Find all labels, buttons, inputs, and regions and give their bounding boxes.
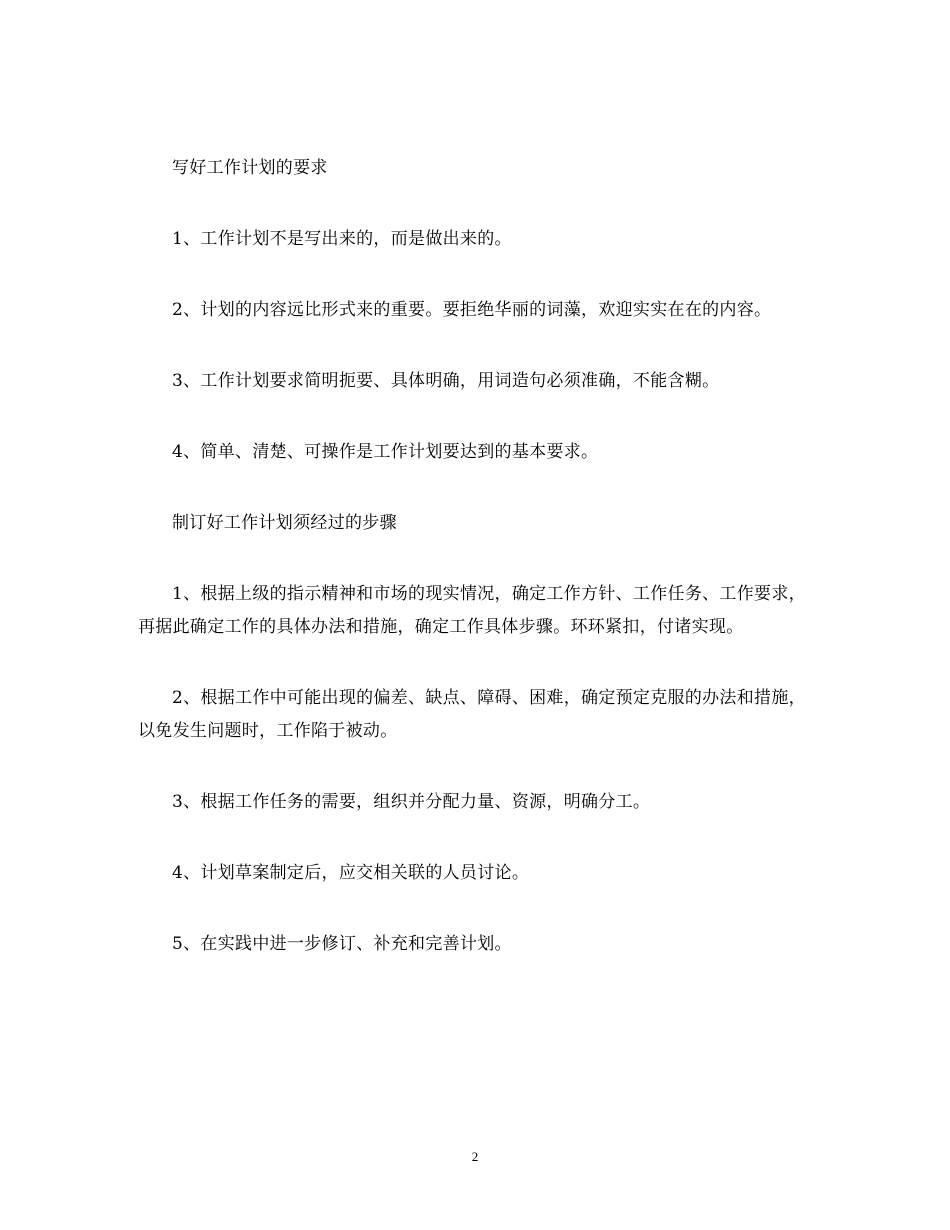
step-item-5: 5、在实践中进一步修订、补充和完善计划。 <box>172 934 512 954</box>
step-item-1: 1、根据上级的指示精神和市场的现实情况，确定工作方针、工作任务、工作要求，再据此确定工作的具体办法和措施，确定工作具体步骤。环环紧扣，付诸实现。 <box>138 584 806 637</box>
step-item-2: 2、根据工作中可能出现的偏差、缺点、障碍、困难，确定预定克服的办法和措施，以免发生问题时，工作陷于被动。 <box>138 688 806 741</box>
requirement-item-1: 1、工作计划不是写出来的，而是做出来的。 <box>172 229 512 249</box>
step-item-3: 3、根据工作任务的需要，组织并分配力量、资源，明确分工。 <box>172 792 651 812</box>
step-item-4: 4、计划草案制定后，应交相关联的人员讨论。 <box>172 863 530 883</box>
requirement-item-4: 4、简单、清楚、可操作是工作计划要达到的基本要求。 <box>172 442 599 462</box>
requirement-item-2: 2、计划的内容远比形式来的重要。要拒绝华丽的词藻，欢迎实实在在的内容。 <box>172 300 772 320</box>
section-heading-requirements: 写好工作计划的要求 <box>172 158 328 178</box>
section-heading-steps: 制订好工作计划须经过的步骤 <box>172 513 397 533</box>
requirement-item-3: 3、工作计划要求简明扼要、具体明确，用词造句必须准确，不能含糊。 <box>172 371 720 391</box>
document-body <box>138 152 814 961</box>
page-number: 2 <box>471 1149 479 1164</box>
